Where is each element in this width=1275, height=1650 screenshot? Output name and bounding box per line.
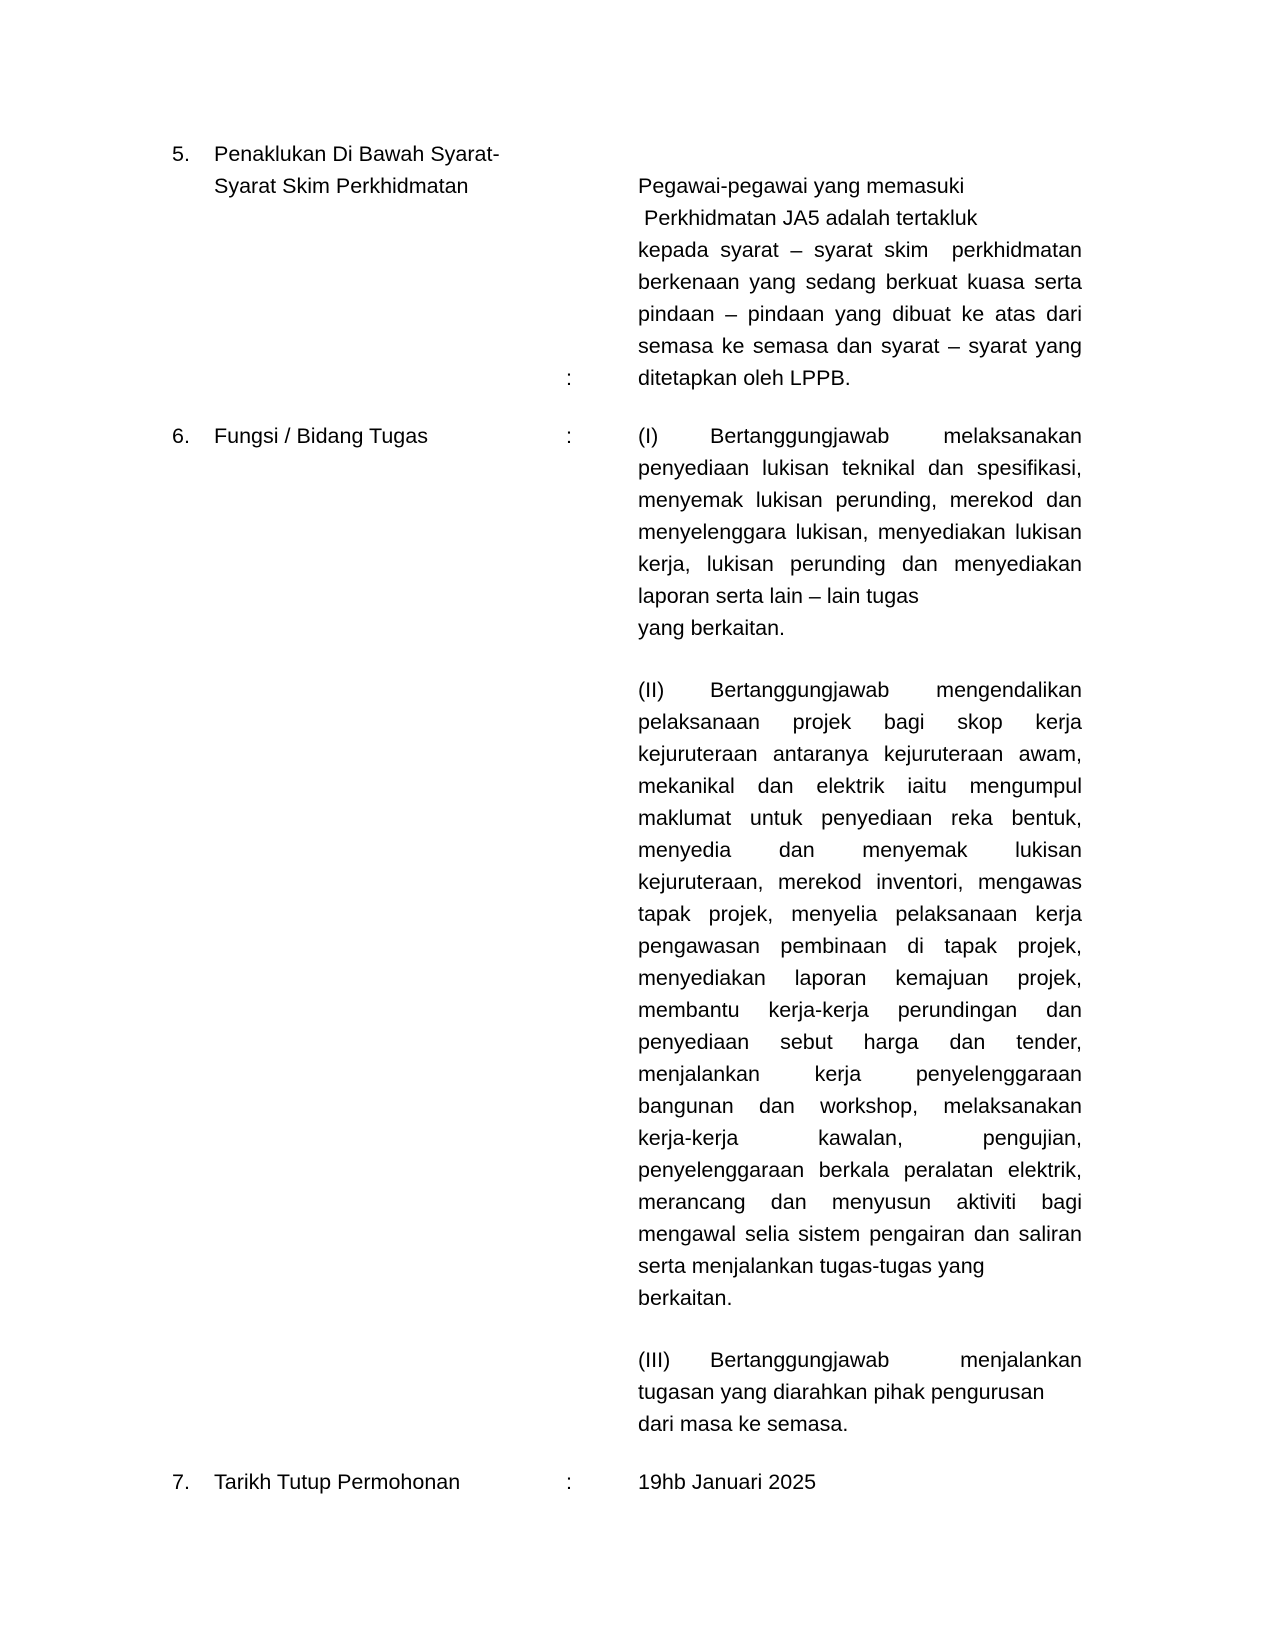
colon-separator-5: : xyxy=(566,366,572,390)
duty-paragraph-3-body: Bertanggungjawab menjalankan tugasan yang diarahkan pihak pengurusan xyxy=(638,1348,1082,1404)
value-5-line-1: Pegawai-pegawai yang memasuki xyxy=(638,174,965,198)
item-number-7: 7. xyxy=(172,1470,190,1494)
item-label-6 xyxy=(214,420,566,452)
value-5-line-7: ditetapkan oleh LPPB. xyxy=(638,366,851,390)
duty-paragraph-2 xyxy=(638,674,1082,1314)
item-label-7 xyxy=(214,1466,566,1498)
value-5-line-2: Perkhidmatan JA5 adalah tertakluk xyxy=(638,206,978,230)
colon-separator-6: : xyxy=(566,424,572,448)
duty-paragraph-1-marker: (I) xyxy=(638,424,659,448)
document-row-7 xyxy=(172,1466,1082,1498)
item-label-6-line-1: Fungsi / Bidang Tugas xyxy=(214,424,428,448)
value-5-line-5: pindaan – pindaan yang dibuat ke atas dari xyxy=(638,302,1082,326)
item-number-6: 6. xyxy=(172,424,190,448)
duty-paragraph-3-tail: dari masa ke semasa. xyxy=(638,1412,849,1436)
item-number-5: 5. xyxy=(172,142,190,166)
duty-paragraph-1 xyxy=(638,420,1082,644)
value-5-line-6: semasa ke semasa dan syarat – syarat yang xyxy=(638,334,1082,358)
colon-separator-7: : xyxy=(566,1470,572,1494)
duty-paragraph-2-tail: berkaitan. xyxy=(638,1286,733,1310)
duty-paragraph-2-body: Bertanggungjawab mengendalikan pelaksanaan projek bagi skop kerja kejuruteraan antaranya kejuruteraan awam, mekanikal dan elektrik iaitu mengumpul maklumat untuk penyediaan reka bentuk, menyedia dan menyemak lukisan kejuruteraan, merekod inventori, mengawas tapak projek, menyelia pelaksanaan kerja pengawasan pembinaan di tapak projek, menyediakan laporan kemajuan projek, membantu kerja-kerja perundingan dan penyediaan sebut harga dan tender, menjalankan kerja penyelenggaraan bangunan dan workshop, melaksanakan kerja-kerja kawalan, pengujian, penyelenggaraan berkala peralatan elektrik, merancang dan menyusun aktiviti bagi mengawal selia sistem pengairan dan saliran serta menjalankan tugas-tugas yang xyxy=(638,678,1082,1278)
value-5-line-4: berkenaan yang sedang berkuat kuasa serta xyxy=(638,270,1082,294)
document-row-5 xyxy=(172,138,1082,394)
item-label-5 xyxy=(214,138,566,202)
item-value-7: 19hb Januari 2025 xyxy=(638,1470,817,1494)
item-label-5-line-1: Penaklukan Di Bawah Syarat- xyxy=(214,142,500,166)
document-content xyxy=(172,138,1082,1498)
document-row-6 xyxy=(172,420,1082,1440)
duty-paragraph-3-marker: (III) xyxy=(638,1348,671,1372)
value-5-line-3: kepada syarat – syarat skim perkhidmatan xyxy=(638,238,1082,262)
duty-paragraph-3 xyxy=(638,1344,1082,1440)
duty-paragraph-1-tail: yang berkaitan. xyxy=(638,616,786,640)
duty-paragraph-1-body: Bertanggungjawab melaksanakan penyediaan lukisan teknikal dan spesifikasi, menyemak lukisan perunding, merekod dan menyelenggara lukisan, menyediakan lukisan kerja, lukisan perunding dan menyediakan laporan serta lain – lain tugas xyxy=(638,424,1082,608)
item-value-5 xyxy=(638,138,1082,394)
item-value-6 xyxy=(638,420,1082,1440)
duty-paragraph-2-marker: (II) xyxy=(638,678,665,702)
item-label-5-line-2: Syarat Skim Perkhidmatan xyxy=(214,174,469,198)
item-label-7-line-1: Tarikh Tutup Permohonan xyxy=(214,1470,461,1494)
